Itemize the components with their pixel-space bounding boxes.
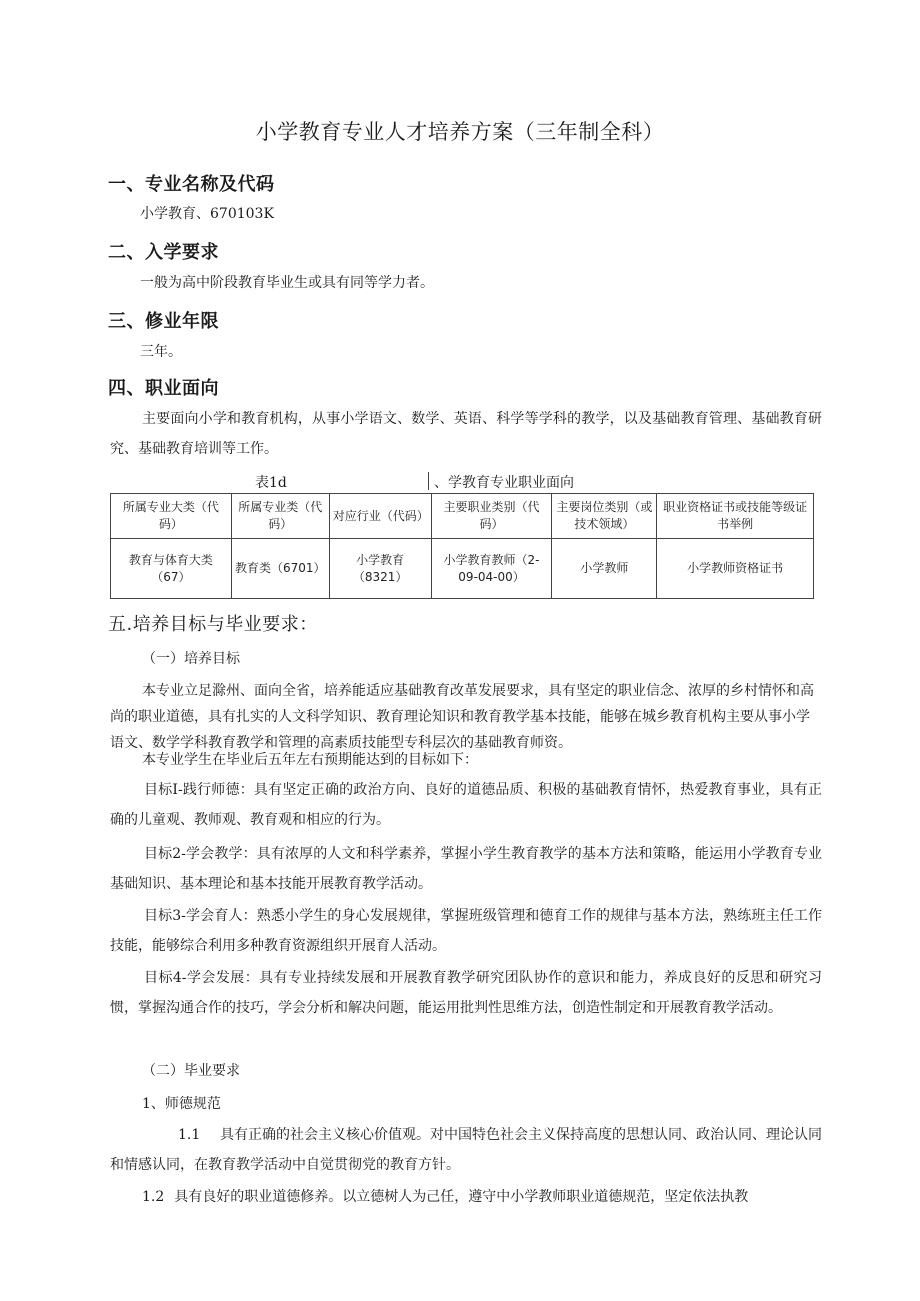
table-cell: 小学教师: [552, 539, 657, 599]
duration-text: 三年。: [140, 344, 182, 360]
major-name-text: 小学教育、670103K: [140, 206, 274, 222]
table-cell: 小学教育教师（2-09-04-00）: [431, 539, 552, 599]
table-header-cell: 所属专业类（代码）: [231, 494, 329, 539]
heading-occupation: 四、职业面向: [108, 378, 219, 399]
subheading-training-goals: （一）培养目标: [142, 651, 240, 667]
heading-duration: 三、修业年限: [108, 311, 219, 332]
heading-goals: 五.培养目标与毕业要求：: [108, 614, 318, 635]
occupation-text: 主要面向小学和教育机构，从事小学语文、数学、英语、科学等学科的教学，以及基础教育管理、基础教育研究、基础教育培训等工作。: [110, 411, 822, 457]
table-row: [111, 539, 814, 599]
requirement-text: 具有正确的社会主义核心价值观。对中国特色社会主义保持高度的思想认同、政治认同、理论认同和情感认同，在教育教学活动中自觉贯彻党的教育方针。: [110, 1127, 822, 1173]
table-header-row: [111, 494, 814, 539]
requirement-1-1: [110, 1120, 822, 1180]
table-header-cell: 所属专业大类（代码）: [111, 494, 232, 539]
table-cell: 教育类（6701）: [231, 539, 329, 599]
goals-intro: 本专业学生在毕业后五年左右预期能达到的目标如下：: [142, 752, 478, 768]
table-header-cell: 职业资格证书或技能等级证书举例: [657, 494, 814, 539]
heading-admission: 二、入学要求: [108, 242, 219, 263]
table-caption-right: 、学教育专业职业面向: [434, 475, 574, 491]
table-cell: 小学教育（8321）: [329, 539, 431, 599]
occupation-table: [110, 493, 814, 599]
training-goals-paragraph: 本专业立足滁州、面向全省，培养能适应基础教育改革发展要求，具有坚定的职业信念、浓厚的乡村情怀和高尚的职业道德，具有扎实的人文科学知识、教育理论知识和教育教学基本技能，能够在城乡教育机构主要从事小学语文、数学学科教育教学和管理的高素质技能型专科层次的基础教育师资。: [110, 683, 814, 751]
requirement-1-2: [110, 1182, 822, 1212]
table-caption-left: 表1d: [255, 475, 287, 491]
table-header-cell: 对应行业（代码）: [329, 494, 431, 539]
goal-2: 目标2-学会教学：具有浓厚的人文和科学素养，掌握小学生教育教学的基本方法和策略，能运用小学教育专业基础知识、基本理论和基本技能开展教育教学活动。: [110, 846, 822, 892]
table-cell: 教育与体育大类（67）: [111, 539, 232, 599]
caption-divider: [428, 472, 430, 490]
document-title: 小学教育专业人才培养方案（三年制全科）: [255, 120, 665, 144]
goal-3: 目标3-学会育人：熟悉小学生的身心发展规律，掌握班级管理和德育工作的规律与基本方法，熟练班主任工作技能，能够综合利用多种教育资源组织开展育人活动。: [110, 908, 822, 954]
requirement-number: 1.1: [178, 1127, 201, 1143]
heading-major-name: 一、专业名称及代码: [108, 174, 275, 195]
table-header-cell: 主要岗位类别（或技术领域）: [552, 494, 657, 539]
table-header-cell: 主要职业类别（代码）: [431, 494, 552, 539]
requirement-text: 具有良好的职业道德修养。以立德树人为己任，遵守中小学教师职业道德规范，坚定依法执教: [174, 1189, 749, 1205]
requirement-number: 1.2: [142, 1189, 165, 1205]
admission-text: 一般为高中阶段教育毕业生或具有同等学力者。: [140, 275, 434, 291]
item-ethics: 1、师德规范: [142, 1096, 221, 1112]
subheading-graduation-requirements: （二）毕业要求: [142, 1063, 240, 1079]
table-cell: 小学教师资格证书: [657, 539, 814, 599]
goal-4: 目标4-学会发展：具有专业持续发展和开展教育教学研究团队协作的意识和能力，养成良好的反思和研究习惯，掌握沟通合作的技巧，学会分析和解决问题，能运用批判性思维方法，创造性制定和开展教育教学活动。: [110, 970, 822, 1016]
goal-1: 目标I-践行师德：具有坚定正确的政治方向、良好的道德品质、积极的基础教育情怀，热爱教育事业，具有正确的儿童观、教师观、教育观和相应的行为。: [110, 782, 822, 828]
